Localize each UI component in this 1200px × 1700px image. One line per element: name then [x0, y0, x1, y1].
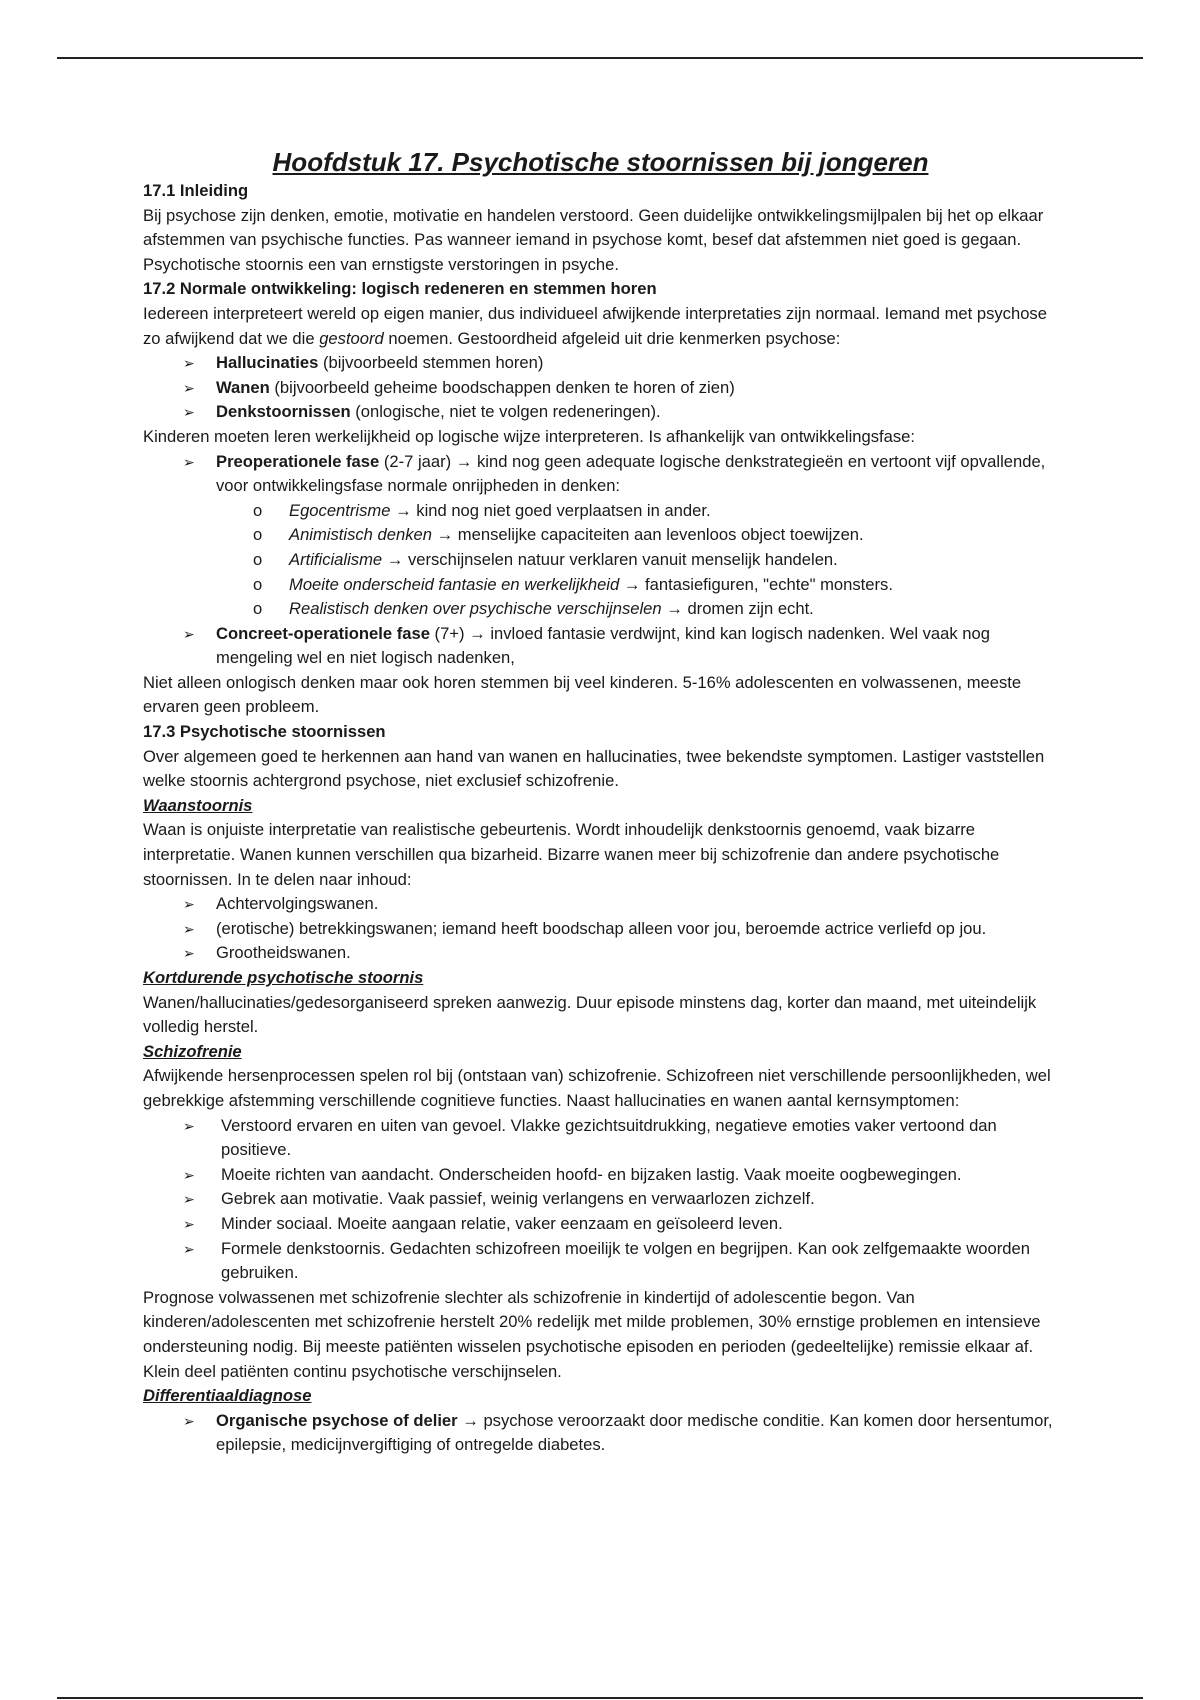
arrow-bullet-icon: ➢	[183, 896, 195, 913]
arrow-bullet-icon: ➢	[183, 379, 195, 396]
circle-bullet-icon: o	[253, 500, 263, 520]
list-item: ➢ Formele denkstoornis. Gedachten schizofreen moeilijk te volgen en begrijpen. Kan ook zelfgemaakte woorden gebruiken.	[183, 1238, 1030, 1283]
differential-list	[143, 1409, 1058, 1458]
subheading-waanstoornis: Waanstoornis	[143, 795, 253, 815]
arrow-bullet-icon: ➢	[183, 453, 195, 470]
circle-bullet-icon: o	[253, 549, 263, 569]
circle-bullet-icon: o	[253, 525, 263, 545]
list-item: ➢ Organische psychose of delier → psychose veroorzaakt door medische conditie. Kan komen door hersentumor, epilepsie, medicijnvergiftiging of ontregelde diabetes.	[183, 1410, 1053, 1455]
subheading-schizofrenie: Schizofrenie	[143, 1041, 242, 1061]
core-symptoms-list	[143, 1114, 1058, 1286]
immaturities-list	[143, 499, 1058, 622]
list-item: ➢ Minder sociaal. Moeite aangaan relatie, vaker eenzaam en geïsoleerd leven.	[143, 1212, 1058, 1237]
delusions-list	[143, 892, 1058, 966]
phases-list-2	[143, 622, 1058, 671]
paragraph: Waan is onjuiste interpretatie van realistische gebeurtenis. Wordt inhoudelijk denkstoornis genoemd, vaak bizarre interpretatie. Wanen kunnen verschillen qua bizarheid. Bizarre wanen meer bij schizofrenie dan andere psychotische stoornissen. In te delen naar inhoud:	[143, 820, 1000, 889]
list-item: ➢ Gebrek aan motivatie. Vaak passief, weinig verlangens en verwaarlozen zichzelf.	[143, 1187, 1058, 1212]
paragraph: Afwijkende hersenprocessen spelen rol bij (ontstaan van) schizofrenie. Schizofreen niet verschillende persoonlijkheden, wel gebrekkige afstemming verschillende cognitieve functies. Naast hallucinaties en wanen aantal kernsymptomen:	[143, 1066, 1051, 1110]
arrow-bullet-icon: ➢	[183, 355, 195, 372]
arrow-bullet-icon: ➢	[183, 625, 195, 642]
list-item: ➢ Preoperationele fase (2-7 jaar) → kind nog geen adequate logische denkstrategieën en vertoont vijf opvallende, voor ontwikkelingsfase normale onrijpheden in denken:	[183, 451, 1046, 496]
list-item: o Artificialisme → verschijnselen natuur verklaren vanuit menselijk handelen.	[143, 548, 1058, 573]
list-item: ➢ Wanen (bijvoorbeeld geheime boodschappen denken te horen of zien)	[143, 376, 1058, 401]
paragraph: Niet alleen onlogisch denken maar ook horen stemmen bij veel kinderen. 5-16% adolescenten en volwassenen, meeste ervaren geen probleem.	[143, 672, 1022, 717]
page-title: Hoofdstuk 17. Psychotische stoornissen bij jongeren	[272, 147, 929, 177]
footer-rule	[57, 1697, 1143, 1699]
arrow-bullet-icon: ➢	[183, 404, 195, 421]
arrow-bullet-icon: ➢	[183, 920, 195, 937]
arrow-bullet-icon: ➢	[183, 1240, 195, 1257]
list-item: ➢ Achtervolgingswanen.	[143, 892, 1058, 917]
section-heading-normale-ontwikkeling: 17.2 Normale ontwikkeling: logisch redeneren en stemmen horen	[143, 279, 657, 299]
arrow-bullet-icon: ➢	[183, 1215, 195, 1232]
arrow-bullet-icon: ➢	[183, 1412, 195, 1429]
phases-list	[143, 450, 1058, 499]
psychosis-features-list	[143, 351, 1058, 425]
list-item: ➢ Verstoord ervaren en uiten van gevoel. Vlakke gezichtsuitdrukking, negatieve emoties vaker vertoond dan positieve.	[183, 1115, 997, 1160]
list-item: o Realistisch denken over psychische verschijnselen → dromen zijn echt.	[143, 597, 1058, 622]
list-item: ➢ Concreet-operationele fase (7+) → invloed fantasie verdwijnt, kind kan logisch nadenken. Wel vaak nog mengeling wel en niet logisch nadenken,	[183, 623, 990, 668]
paragraph: Iedereen interpreteert wereld op eigen manier, dus individueel afwijkende interpretaties zijn normaal. Iemand met psychose zo afwijkend dat we die gestoord noemen. Gestoordheid afgeleid uit drie kenmerken psychose:	[143, 303, 1047, 348]
section-heading-inleiding: 17.1 Inleiding	[143, 181, 249, 200]
list-item: ➢ Hallucinaties (bijvoorbeeld stemmen horen)	[143, 351, 1058, 376]
list-item: ➢ Denkstoornissen (onlogische, niet te volgen redeneringen).	[143, 400, 1058, 425]
subheading-kortdurende: Kortdurende psychotische stoornis	[143, 968, 424, 987]
header-rule	[57, 57, 1143, 59]
list-item: o Moeite onderscheid fantasie en werkelijkheid → fantasiefiguren, "echte" monsters.	[143, 573, 1058, 598]
arrow-bullet-icon: ➢	[183, 1191, 195, 1208]
list-item: o Animistisch denken → menselijke capaciteiten aan levenloos object toewijzen.	[143, 523, 1058, 548]
paragraph: Kinderen moeten leren werkelijkheid op logische wijze interpreteren. Is afhankelijk van ontwikkelingsfase:	[143, 426, 916, 446]
paragraph: Bij psychose zijn denken, emotie, motivatie en handelen verstoord. Geen duidelijke ontwikkelingsmijlpalen bij het op elkaar afstemmen van psychische functies. Pas wanneer iemand in psychose komt, besef dat afstemmen niet goed is gegaan. Psychotische stoornis een van ernstigste verstoringen in psyche.	[143, 205, 1044, 274]
paragraph: Prognose volwassenen met schizofrenie slechter als schizofrenie in kindertijd of adolescentie begon. Van kinderen/adolescenten met schizofrenie herstelt 20% redelijk met milde problemen, 30% ernstige problemen en intensieve ondersteuning nodig. Bij meeste patiënten wisselen psychotische episoden en perioden (gedeeltelijke) remissie elkaar af. Klein deel patiënten continu psychotische verschijnselen.	[143, 1287, 1041, 1381]
list-item: ➢ Grootheidswanen.	[143, 941, 1058, 966]
list-item: ➢ Moeite richten van aandacht. Onderscheiden hoofd- en bijzaken lastig. Vaak moeite oogbewegingen.	[143, 1163, 1058, 1188]
arrow-bullet-icon: ➢	[183, 1166, 195, 1183]
paragraph: Over algemeen goed te herkennen aan hand van wanen en hallucinaties, twee bekendste symptomen. Lastiger vaststellen welke stoornis achtergrond psychose, niet exclusief schizofrenie.	[143, 746, 1045, 791]
subheading-differentiaaldiagnose: Differentiaaldiagnose	[143, 1386, 312, 1406]
circle-bullet-icon: o	[253, 599, 263, 619]
document-page	[143, 145, 1058, 1458]
paragraph: Wanen/hallucinaties/gedesorganiseerd spreken aanwezig. Duur episode minstens dag, korter dan maand, met uiteindelijk volledig herstel.	[143, 992, 1037, 1037]
arrow-bullet-icon: ➢	[183, 1117, 195, 1134]
section-heading-psychotische-stoornissen: 17.3 Psychotische stoornissen	[143, 722, 386, 742]
arrow-bullet-icon: ➢	[183, 945, 195, 962]
circle-bullet-icon: o	[253, 574, 263, 594]
list-item: ➢ (erotische) betrekkingswanen; iemand heeft boodschap alleen voor jou, beroemde actrice verliefd op jou.	[143, 917, 1058, 942]
list-item: o Egocentrisme → kind nog niet goed verplaatsen in ander.	[143, 499, 1058, 524]
